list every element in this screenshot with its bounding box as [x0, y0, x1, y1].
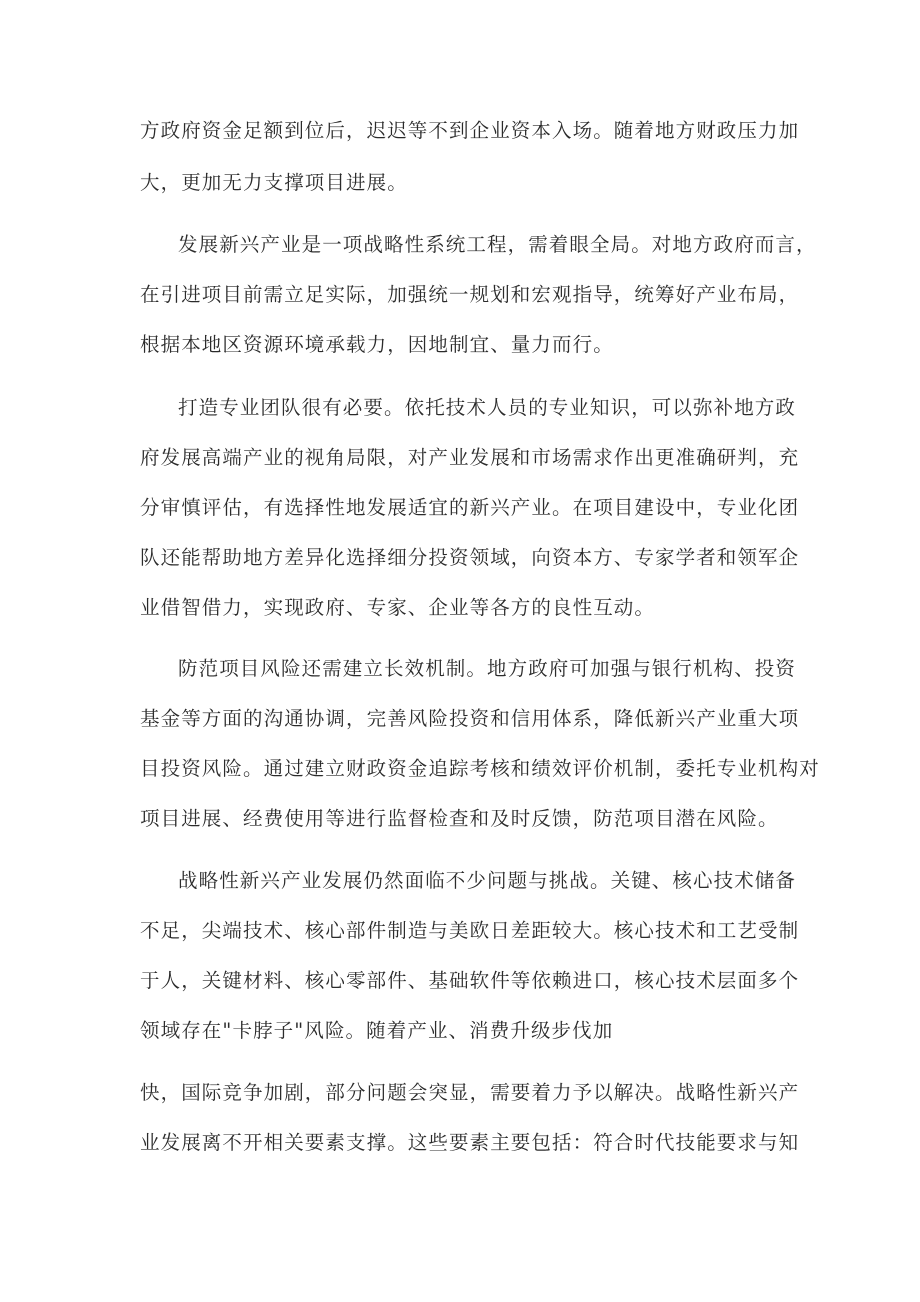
text-line: 府发展高端产业的视角局限，对产业发展和市场需求作出更准确研判，充: [140, 446, 800, 469]
text-line: 业借智借力，实现政府、专家、企业等各方的良性互动。: [140, 596, 656, 619]
text-line: 目投资风险。通过建立财政资金追踪考核和绩效评价机制，委托专业机构对: [140, 757, 820, 780]
text-line: 不足，尖端技术、核心部件制造与美欧日差距较大。核心技术和工艺受制: [140, 919, 800, 942]
text-line: 分审慎评估，有选择性地发展适宜的新兴产业。在项目建设中，专业化团: [140, 496, 800, 519]
text-line: 于人，关键材料、核心零部件、基础软件等依赖进口，核心技术层面多个: [140, 969, 800, 992]
text-line: 快，国际竞争加剧，部分问题会突显，需要着力予以解决。战略性新兴产: [140, 1081, 800, 1104]
paragraph-first-line: 战略性新兴产业发展仍然面临不少问题与挑战。关键、核心技术储备: [178, 869, 797, 892]
text-line: 队还能帮助地方差异化选择细分投资领域，向资本方、专家学者和领军企: [140, 546, 800, 569]
paragraph-first-line: 防范项目风险还需建立长效机制。地方政府可加强与银行机构、投资: [178, 657, 797, 680]
text-line: 根据本地区资源环境承载力，因地制宜、量力而行。: [140, 333, 614, 356]
text-line: 大，更加无力支撑项目进展。: [140, 171, 408, 194]
text-line: 领域存在"卡脖子"风险。随着产业、消费升级步伐加: [140, 1019, 614, 1042]
text-line: 业发展离不开相关要素支撑。这些要素主要包括：符合时代技能要求与知: [140, 1131, 800, 1154]
text-line: 基金等方面的沟通协调，完善风险投资和信用体系，降低新兴产业重大项: [140, 707, 800, 730]
text-line: 方政府资金足额到位后，迟迟等不到企业资本入场。随着地方财政压力加: [140, 119, 800, 142]
paragraph-first-line: 发展新兴产业是一项战略性系统工程，需着眼全局。对地方政府而言，: [178, 233, 817, 256]
text-line: 项目进展、经费使用等进行监督检查和及时反馈，防范项目潜在风险。: [140, 807, 779, 830]
text-line: 在引进项目前需立足实际，加强统一规划和宏观指导，统筹好产业布局，: [140, 283, 800, 306]
paragraph-first-line: 打造专业团队很有必要。依托技术人员的专业知识，可以弥补地方政: [178, 396, 797, 419]
